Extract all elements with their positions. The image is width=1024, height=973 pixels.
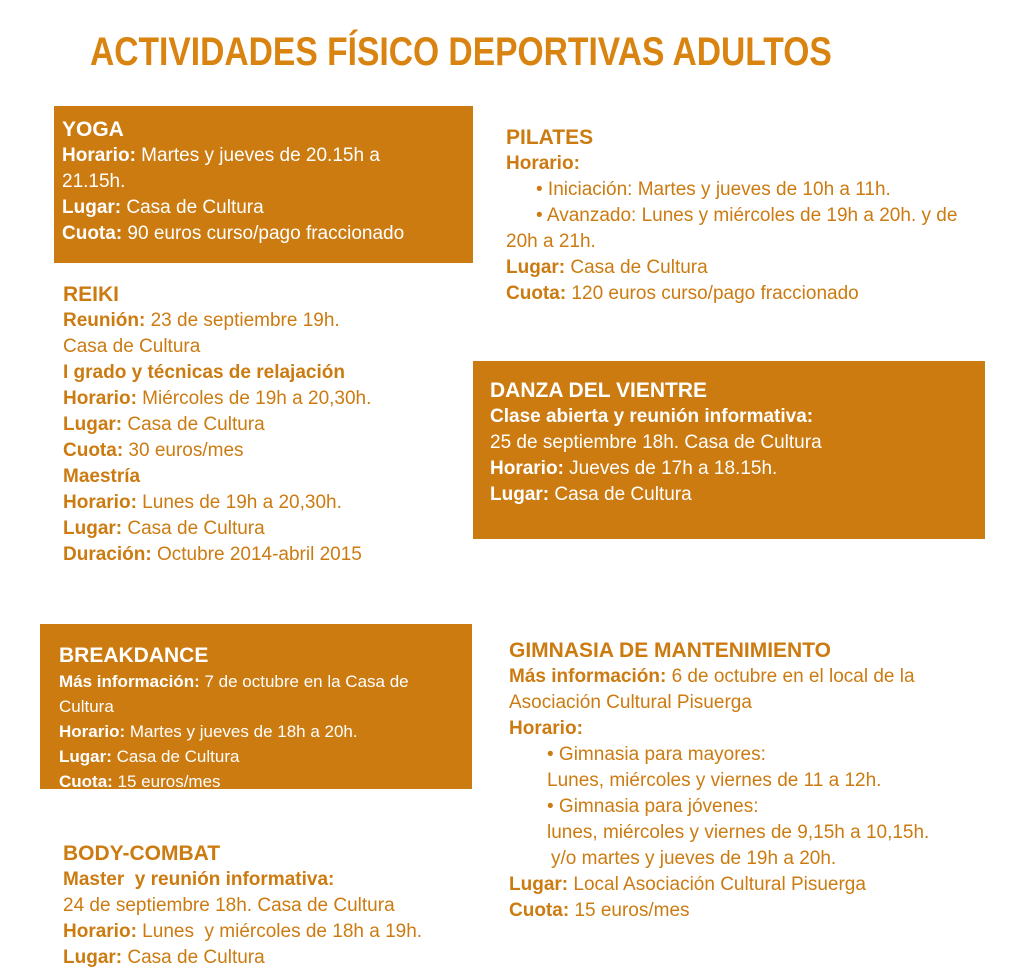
gimnasia-mayores: • Gimnasia para mayores: bbox=[547, 744, 766, 765]
pilates-iniciacion: • Iniciación: Martes y jueves de 10h a 11h. bbox=[536, 179, 891, 200]
bodycombat-lugar: Casa de Cultura bbox=[122, 947, 265, 968]
bodycombat-section bbox=[63, 840, 483, 971]
breakdance-info: 7 de octubre en la Casa de bbox=[199, 672, 409, 691]
breakdance-cuota-label: Cuota: bbox=[59, 772, 113, 791]
gimnasia-jovenes: • Gimnasia para jóvenes: bbox=[547, 796, 759, 817]
bodycombat-master-heading: Master y reunión informativa: bbox=[63, 869, 335, 890]
gimnasia-section bbox=[509, 637, 1009, 924]
bodycombat-horario-label: Horario: bbox=[63, 921, 137, 942]
pilates-avanzado-cont: 20h a 21h. bbox=[506, 231, 596, 252]
danza-clase-heading: Clase abierta y reunión informativa: bbox=[490, 406, 814, 427]
page-title: ACTIVIDADES FÍSICO DEPORTIVAS ADULTOS bbox=[90, 30, 832, 74]
yoga-lugar-label: Lugar: bbox=[62, 197, 122, 218]
yoga-heading: YOGA bbox=[62, 118, 124, 141]
gimnasia-jovenes-schedule-alt: y/o martes y jueves de 19h a 20h. bbox=[551, 848, 837, 869]
breakdance-info-label: Más información: bbox=[59, 672, 200, 691]
breakdance-horario-label: Horario: bbox=[59, 722, 126, 741]
pilates-cuota-label: Cuota: bbox=[506, 283, 567, 304]
yoga-horario: Martes y jueves de 20.15h a bbox=[135, 145, 380, 166]
gimnasia-info-label: Más información: bbox=[509, 666, 667, 687]
gimnasia-heading: GIMNASIA DE MANTENIMIENTO bbox=[509, 639, 832, 662]
breakdance-cuota: 15 euros/mes bbox=[112, 772, 221, 791]
reiki-lugar2: Casa de Cultura bbox=[122, 518, 265, 539]
bodycombat-lugar-label: Lugar: bbox=[63, 947, 123, 968]
gimnasia-mayores-schedule: Lunes, miércoles y viernes de 11 a 12h. bbox=[547, 770, 882, 791]
danza-clase-detail: 25 de septiembre 18h. Casa de Cultura bbox=[490, 432, 822, 453]
yoga-horario-label: Horario: bbox=[62, 145, 136, 166]
reiki-horario2-label: Horario: bbox=[63, 492, 137, 513]
gimnasia-horario-label: Horario: bbox=[509, 718, 583, 739]
pilates-section bbox=[506, 124, 1006, 307]
danza-heading: DANZA DEL VIENTRE bbox=[490, 379, 708, 402]
reiki-lugar2-label: Lugar: bbox=[63, 518, 123, 539]
breakdance-card bbox=[40, 624, 472, 789]
reiki-grado-heading: I grado y técnicas de relajación bbox=[63, 362, 345, 383]
gimnasia-jovenes-schedule: lunes, miércoles y viernes de 9,15h a 10,15h. bbox=[547, 822, 930, 843]
bodycombat-horario: Lunes y miércoles de 18h a 19h. bbox=[136, 921, 423, 942]
gimnasia-lugar-label: Lugar: bbox=[509, 874, 569, 895]
reiki-lugar1-label: Lugar: bbox=[63, 414, 123, 435]
pilates-lugar-label: Lugar: bbox=[506, 257, 566, 278]
breakdance-horario: Martes y jueves de 18h a 20h. bbox=[125, 722, 358, 741]
reiki-maestria-heading: Maestría bbox=[63, 466, 141, 487]
yoga-horario-cont: 21.15h. bbox=[62, 171, 126, 192]
pilates-heading: PILATES bbox=[506, 126, 594, 149]
reiki-lugar1: Casa de Cultura bbox=[122, 414, 265, 435]
gimnasia-info-cont: Asociación Cultural Pisuerga bbox=[509, 692, 752, 713]
gimnasia-lugar: Local Asociación Cultural Pisuerga bbox=[568, 874, 866, 895]
danza-card bbox=[473, 361, 985, 539]
pilates-cuota: 120 euros curso/pago fraccionado bbox=[566, 283, 859, 304]
pilates-avanzado: • Avanzado: Lunes y miércoles de 19h a 20h. y de bbox=[536, 205, 958, 226]
breakdance-lugar: Casa de Cultura bbox=[111, 747, 240, 766]
danza-horario-label: Horario: bbox=[490, 458, 564, 479]
reiki-duracion-label: Duración: bbox=[63, 544, 152, 565]
gimnasia-cuota: 15 euros/mes bbox=[569, 900, 690, 921]
yoga-cuota-label: Cuota: bbox=[62, 223, 123, 244]
reiki-section bbox=[63, 281, 483, 568]
breakdance-heading: BREAKDANCE bbox=[59, 644, 209, 667]
reiki-horario2: Lunes de 19h a 20,30h. bbox=[136, 492, 342, 513]
danza-lugar-label: Lugar: bbox=[490, 484, 550, 505]
gimnasia-info: 6 de octubre en el local de la bbox=[666, 666, 915, 687]
breakdance-lugar-label: Lugar: bbox=[59, 747, 112, 766]
gimnasia-cuota-label: Cuota: bbox=[509, 900, 570, 921]
danza-horario: Jueves de 17h a 18.15h. bbox=[563, 458, 778, 479]
reiki-heading: REIKI bbox=[63, 283, 120, 306]
bodycombat-heading: BODY-COMBAT bbox=[63, 842, 221, 865]
breakdance-info-cont: Cultura bbox=[59, 697, 114, 716]
pilates-lugar: Casa de Cultura bbox=[565, 257, 708, 278]
reiki-cuota-label: Cuota: bbox=[63, 440, 124, 461]
reiki-reunion-place: Casa de Cultura bbox=[63, 336, 201, 357]
danza-lugar: Casa de Cultura bbox=[549, 484, 692, 505]
yoga-lugar: Casa de Cultura bbox=[121, 197, 264, 218]
pilates-horario-label: Horario: bbox=[506, 153, 580, 174]
yoga-cuota: 90 euros curso/pago fraccionado bbox=[122, 223, 405, 244]
reiki-horario1-label: Horario: bbox=[63, 388, 137, 409]
reiki-cuota: 30 euros/mes bbox=[123, 440, 244, 461]
yoga-card bbox=[54, 106, 473, 263]
reiki-horario1: Miércoles de 19h a 20,30h. bbox=[136, 388, 372, 409]
reiki-duracion: Octubre 2014-abril 2015 bbox=[151, 544, 362, 565]
reiki-reunion-label: Reunión: bbox=[63, 310, 146, 331]
reiki-reunion: 23 de septiembre 19h. bbox=[145, 310, 340, 331]
bodycombat-master-detail: 24 de septiembre 18h. Casa de Cultura bbox=[63, 895, 395, 916]
